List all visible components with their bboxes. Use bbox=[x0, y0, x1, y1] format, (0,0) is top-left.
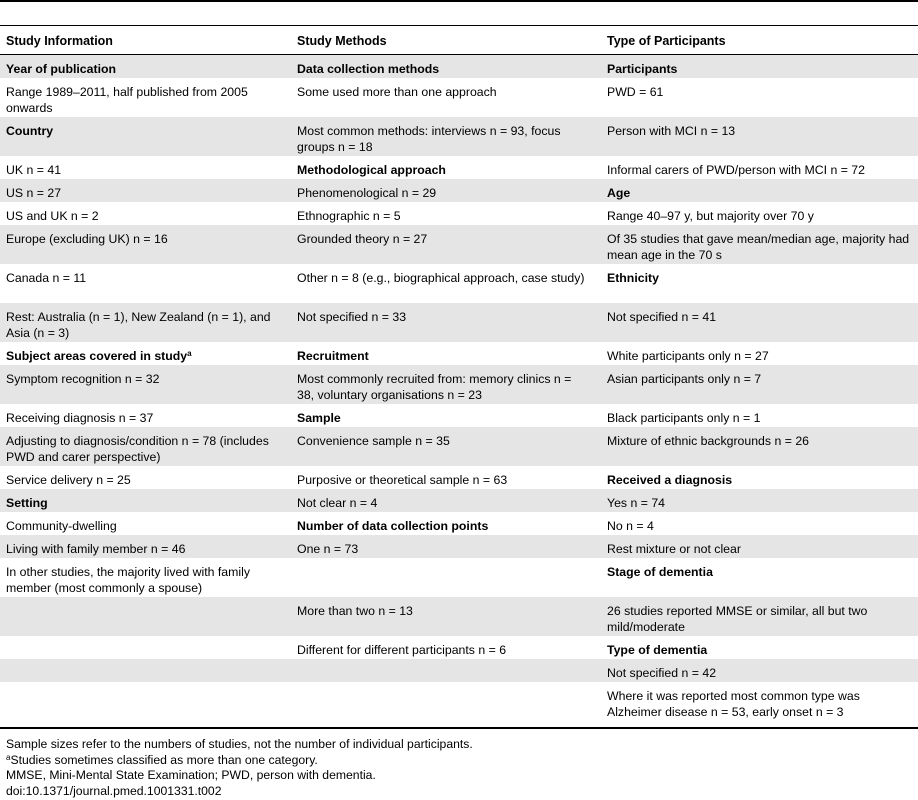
header-study-information: Study Information bbox=[6, 34, 113, 48]
table-row bbox=[0, 597, 918, 636]
cell-type-of-participants: Yes n = 74 bbox=[607, 496, 666, 510]
table-row bbox=[0, 179, 918, 202]
cell-type-of-participants: Participants bbox=[607, 62, 678, 76]
table-row bbox=[0, 202, 918, 225]
cell-study-information: Symptom recognition n = 32 bbox=[6, 372, 160, 386]
cell-study-methods: Other n = 8 (e.g., biographical approach, case study) bbox=[297, 271, 585, 285]
cell-study-methods: Phenomenological n = 29 bbox=[297, 186, 437, 200]
cell-study-information: In other studies, the majority lived with family member (most commonly a spouse) bbox=[6, 565, 250, 595]
table-row bbox=[0, 404, 918, 427]
table-row bbox=[0, 225, 918, 264]
cell-type-of-participants: Person with MCI n = 13 bbox=[607, 124, 736, 138]
cell-type-of-participants: Of 35 studies that gave mean/median age, majority had mean age in the 70 s bbox=[607, 232, 910, 262]
cell-type-of-participants: 26 studies reported MMSE or similar, all but two mild/moderate bbox=[607, 604, 868, 634]
cell-type-of-participants: Rest mixture or not clear bbox=[607, 542, 741, 556]
footnote-marker: a bbox=[187, 349, 192, 358]
cell-study-methods: Data collection methods bbox=[297, 62, 440, 76]
table-row bbox=[0, 342, 918, 365]
header-study-methods: Study Methods bbox=[297, 34, 387, 48]
cell-study-methods: Recruitment bbox=[297, 349, 369, 363]
cell-type-of-participants: No n = 4 bbox=[607, 519, 654, 533]
cell-study-information: Setting bbox=[6, 496, 48, 510]
cell-study-information: Rest: Australia (n = 1), New Zealand (n = 1), and Asia (n = 3) bbox=[6, 310, 271, 340]
cell-study-methods: Methodological approach bbox=[297, 163, 446, 177]
cell-study-methods: Sample bbox=[297, 411, 341, 425]
footnote-classification-text: Studies sometimes classified as more than one category. bbox=[10, 752, 318, 767]
footnote-classification bbox=[6, 753, 473, 769]
table-row bbox=[0, 156, 918, 179]
cell-type-of-participants: Mixture of ethnic backgrounds n = 26 bbox=[607, 434, 809, 448]
cell-type-of-participants: Ethnicity bbox=[607, 271, 659, 285]
cell-study-methods: Most common methods: interviews n = 93, focus groups n = 18 bbox=[297, 124, 561, 154]
table-row bbox=[0, 535, 918, 558]
cell-study-methods: Grounded theory n = 27 bbox=[297, 232, 428, 246]
cell-study-information: Living with family member n = 46 bbox=[6, 542, 186, 556]
table-row bbox=[0, 558, 918, 597]
cell-study-methods: Most commonly recruited from: memory clinics n = 38, voluntary organisations n = 23 bbox=[297, 372, 572, 402]
cell-study-information: Country bbox=[6, 124, 54, 138]
cell-type-of-participants: Black participants only n = 1 bbox=[607, 411, 761, 425]
cell-type-of-participants: PWD = 61 bbox=[607, 85, 664, 99]
cell-study-information: US n = 27 bbox=[6, 186, 62, 200]
cell-type-of-participants: Not specified n = 42 bbox=[607, 666, 717, 680]
table-row bbox=[0, 512, 918, 535]
cell-study-methods: Ethnographic n = 5 bbox=[297, 209, 401, 223]
table-footnotes bbox=[6, 737, 473, 799]
table-row bbox=[0, 636, 918, 659]
cell-type-of-participants: Range 40–97 y, but majority over 70 y bbox=[607, 209, 814, 223]
cell-study-information: Service delivery n = 25 bbox=[6, 473, 131, 487]
table-row bbox=[0, 365, 918, 404]
cell-study-methods: Not specified n = 33 bbox=[297, 310, 407, 324]
table-row bbox=[0, 303, 918, 342]
table-row bbox=[0, 489, 918, 512]
table-row bbox=[0, 264, 918, 303]
table-row bbox=[0, 55, 918, 78]
cell-study-methods: More than two n = 13 bbox=[297, 604, 413, 618]
cell-study-information: UK n = 41 bbox=[6, 163, 62, 177]
cell-type-of-participants: Informal carers of PWD/person with MCI n = 72 bbox=[607, 163, 865, 177]
table-bottom-rule bbox=[0, 727, 918, 729]
table-row bbox=[0, 117, 918, 156]
cell-type-of-participants: Not specified n = 41 bbox=[607, 310, 717, 324]
table-row bbox=[0, 659, 918, 682]
cell-study-information: Community-dwelling bbox=[6, 519, 117, 533]
cell-study-information: Subject areas covered in study$^a$ bbox=[6, 349, 192, 363]
table-row bbox=[0, 427, 918, 466]
cell-study-information: Range 1989–2011, half published from 2005 onwards bbox=[6, 85, 248, 115]
cell-type-of-participants: Where it was reported most common type was Alzheimer disease n = 53, early onset n = 3 bbox=[607, 689, 860, 719]
cell-study-methods: Convenience sample n = 35 bbox=[297, 434, 450, 448]
footnote-sample-sizes: Sample sizes refer to the numbers of studies, not the number of individual participants. bbox=[6, 737, 473, 751]
cell-study-information: Canada n = 11 bbox=[6, 271, 87, 285]
cell-study-information: Receiving diagnosis n = 37 bbox=[6, 411, 154, 425]
cell-type-of-participants: Asian participants only n = 7 bbox=[607, 372, 762, 386]
cell-study-methods: Some used more than one approach bbox=[297, 85, 497, 99]
table-row bbox=[0, 466, 918, 489]
footnote-marker: a bbox=[6, 752, 11, 762]
cell-study-information: Year of publication bbox=[6, 62, 117, 76]
cell-study-methods: Purposive or theoretical sample n = 63 bbox=[297, 473, 508, 487]
cell-type-of-participants: Received a diagnosis bbox=[607, 473, 733, 487]
footnote-abbreviations: MMSE, Mini-Mental State Examination; PWD, person with dementia. bbox=[6, 768, 376, 782]
cell-type-of-participants: Age bbox=[607, 186, 631, 200]
cell-study-methods: Number of data collection points bbox=[297, 519, 489, 533]
footnote-doi: doi:10.1371/journal.pmed.1001331.t002 bbox=[6, 783, 222, 798]
header-type-of-participants: Type of Participants bbox=[607, 34, 726, 48]
cell-study-information: US and UK n = 2 bbox=[6, 209, 99, 223]
cell-type-of-participants: Stage of dementia bbox=[607, 565, 713, 579]
cell-study-methods: Different for different participants n = 6 bbox=[297, 643, 507, 657]
table-row bbox=[0, 78, 918, 117]
table-top-rule bbox=[0, 0, 918, 2]
table-row bbox=[0, 682, 918, 722]
cell-study-information: Adjusting to diagnosis/condition n = 78 (includes PWD and carer perspective) bbox=[6, 434, 269, 464]
cell-study-methods: Not clear n = 4 bbox=[297, 496, 378, 510]
cell-study-information: Europe (excluding UK) n = 16 bbox=[6, 232, 168, 246]
cell-type-of-participants: White participants only n = 27 bbox=[607, 349, 769, 363]
table-header bbox=[0, 26, 918, 54]
cell-study-methods: One n = 73 bbox=[297, 542, 359, 556]
table-body bbox=[0, 55, 918, 722]
cell-type-of-participants: Type of dementia bbox=[607, 643, 708, 657]
